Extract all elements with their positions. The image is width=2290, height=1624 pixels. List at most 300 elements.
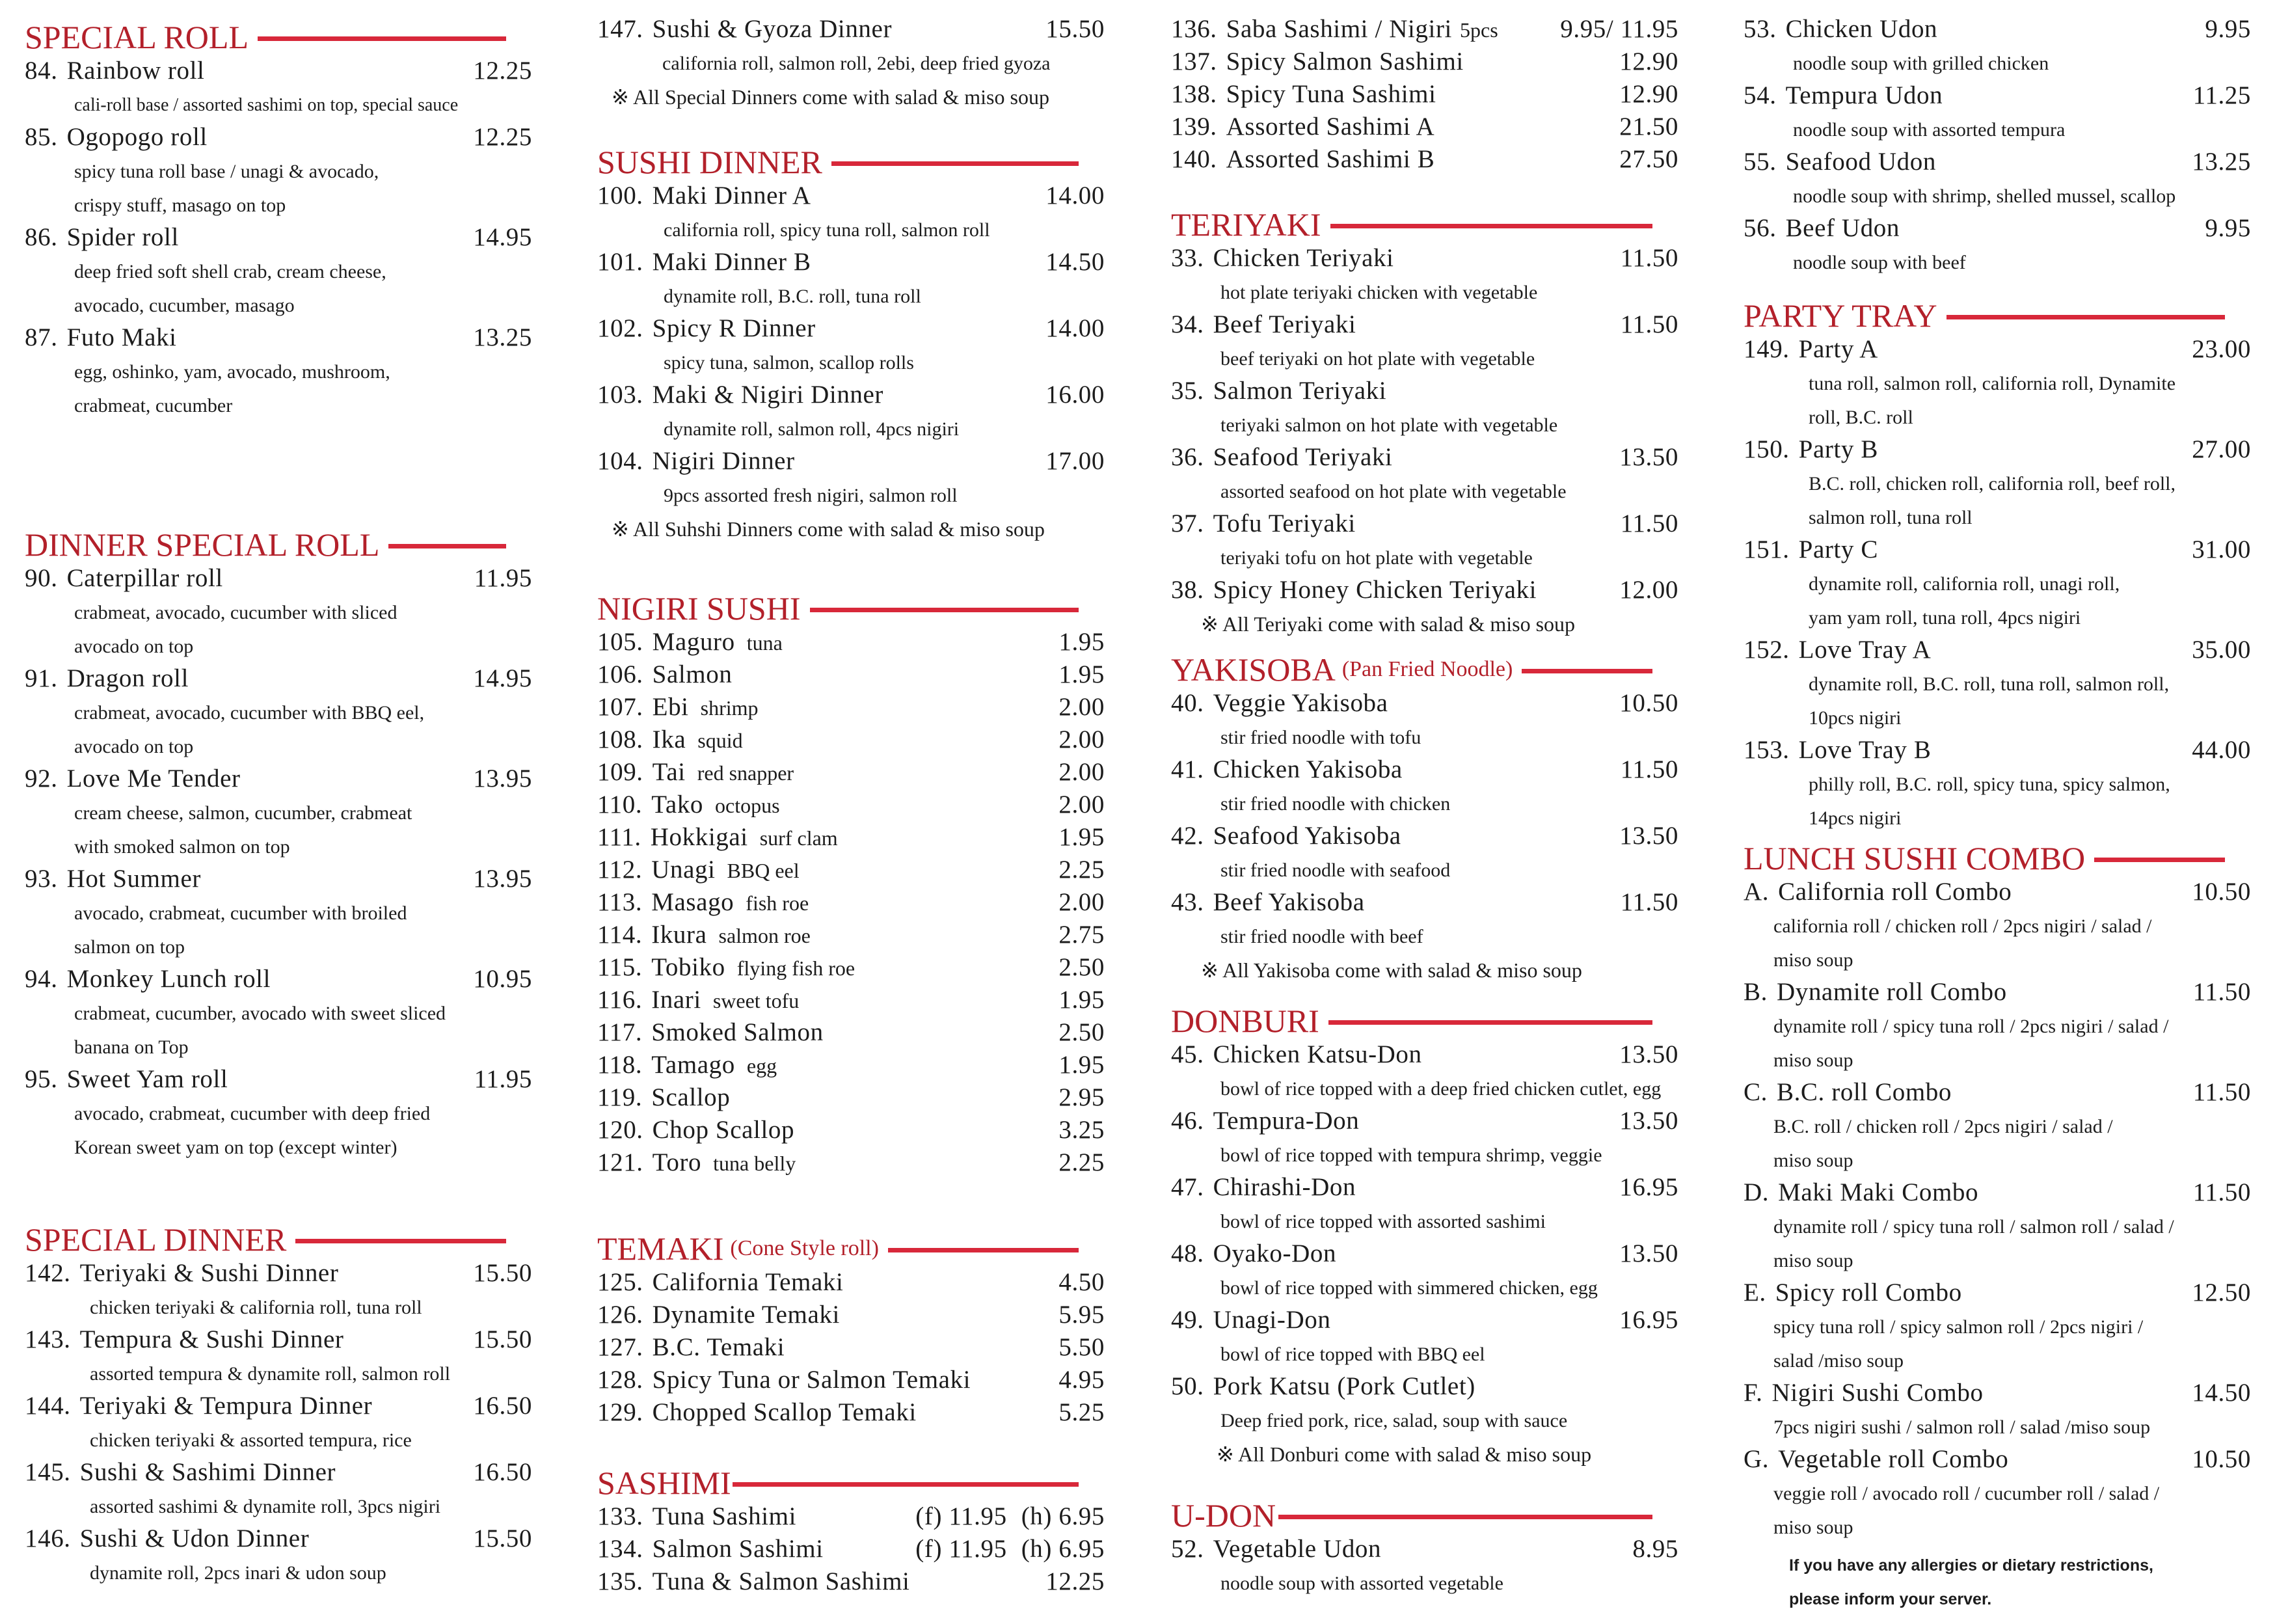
item-name	[643, 1398, 1059, 1427]
section-subtitle: (Cone Style roll)	[730, 1236, 879, 1260]
item-name	[1777, 213, 2205, 243]
item-number: 120.	[597, 1116, 643, 1144]
section-title: DONBURI	[1171, 1003, 1319, 1039]
menu-item	[1744, 213, 2251, 246]
section-title: SASHIMI	[597, 1465, 731, 1501]
item-description: miso soup	[1773, 1517, 1853, 1538]
section-nigiri-sushi	[597, 589, 1105, 1180]
menu-item	[1744, 1077, 2251, 1110]
section-rule	[1946, 315, 2225, 319]
item-number: 142.	[25, 1259, 71, 1287]
item-description: assorted tempura & dynamite roll, salmon roll	[90, 1363, 451, 1385]
section-header	[1171, 1496, 1678, 1534]
item-number: 105.	[597, 628, 643, 656]
menu-item	[25, 223, 532, 255]
item-name	[1204, 755, 1621, 784]
item-description: avocado, crabmeat, cucumber with broiled	[74, 902, 407, 924]
menu-item	[25, 964, 532, 997]
item-number: 138.	[1171, 80, 1217, 108]
item-number: 100.	[597, 182, 643, 210]
item-name-text: Tempura Udon	[1785, 81, 1943, 109]
item-name	[643, 1333, 1059, 1362]
item-number: 139.	[1171, 113, 1217, 141]
menu-item	[597, 181, 1105, 213]
item-name: Tuna & Salmon Sashimi	[652, 1567, 910, 1595]
menu-item	[1744, 1178, 2251, 1210]
item-number: 135.	[597, 1567, 643, 1595]
menu-item	[1744, 635, 2251, 668]
item-description: deep fried soft shell crab, cream cheese,	[74, 261, 386, 282]
item-price: 11.50	[2192, 1078, 2251, 1106]
item-number: 85.	[25, 123, 58, 151]
donburi-list	[1171, 1040, 1678, 1438]
item-price: 15.50	[473, 1259, 532, 1287]
menu-item	[1171, 144, 1678, 177]
menu-item	[1171, 1305, 1678, 1338]
menu-item	[1171, 47, 1678, 79]
item-number: 119.	[597, 1083, 643, 1111]
item-price: 10.50	[1619, 689, 1678, 717]
item-name-text: Chop Scallop	[652, 1116, 795, 1144]
item-description: avocado on top	[74, 636, 194, 657]
item-number: 133.	[597, 1502, 643, 1530]
menu-item	[1171, 112, 1678, 144]
item-name	[643, 1300, 1059, 1329]
menu-item	[1744, 977, 2251, 1010]
item-name-text: California Temaki	[652, 1268, 844, 1296]
section-special-roll	[25, 18, 532, 423]
menu-item	[1744, 435, 2251, 467]
item-name-text: Seafood Teriyaki	[1213, 443, 1393, 471]
item-name-text: Smoked Salmon	[651, 1018, 824, 1046]
item-number: 94.	[25, 965, 58, 993]
item-description: cali-roll base / assorted sashimi on top, special sauce	[74, 95, 459, 115]
menu-item	[597, 660, 1105, 692]
menu-item	[25, 122, 532, 155]
item-name	[1204, 1172, 1620, 1202]
item-price: 10.50	[2192, 1445, 2251, 1473]
item-name-text: Ikura	[651, 921, 707, 949]
item-name: Love Me Tender	[66, 765, 241, 792]
item-description: avocado, cucumber, masago	[74, 295, 295, 316]
item-price: 11.50	[1620, 310, 1678, 338]
item-number: 53.	[1744, 15, 1777, 43]
item-name	[1790, 334, 2192, 364]
menu-item	[1744, 147, 2251, 180]
item-price: 2.25	[1058, 856, 1105, 884]
section-header	[1171, 651, 1678, 688]
menu-item	[597, 627, 1105, 660]
item-name: Dragon roll	[66, 664, 189, 692]
item-price: 11.50	[1620, 755, 1678, 783]
item-price: 4.95	[1058, 1366, 1105, 1394]
item-description: cream cheese, salmon, cucumber, crabmeat	[74, 802, 412, 824]
item-price: 2.75	[1058, 921, 1105, 949]
item-description: crabmeat, cucumber, avocado with sweet sliced	[74, 1003, 446, 1024]
item-price: 12.50	[2192, 1279, 2251, 1306]
item-translation: tuna	[746, 631, 783, 655]
item-number: A.	[1744, 878, 1770, 906]
item-description: dynamite roll, salmon roll, 4pcs nigiri	[664, 418, 960, 440]
item-name-text: Party C	[1798, 535, 1878, 563]
item-name	[1769, 877, 2192, 906]
menu-item	[1744, 1378, 2251, 1411]
item-name: Rainbow roll	[66, 57, 205, 85]
item-description: spicy tuna, salmon, scallop rolls	[664, 352, 914, 373]
price-full: (f) 11.95	[915, 1502, 1007, 1530]
item-name-text: Ika	[652, 725, 686, 753]
menu-item	[25, 563, 532, 596]
item-name	[1204, 1040, 1620, 1069]
item-number: 48.	[1171, 1239, 1204, 1267]
item-name: Spider roll	[66, 223, 179, 251]
menu-item	[25, 764, 532, 796]
item-name	[1204, 575, 1620, 604]
menu-item	[1171, 1106, 1678, 1139]
item-number: 111.	[597, 823, 641, 851]
item-name	[1790, 735, 2192, 765]
section-note: ※ All Suhshi Dinners come with salad & miso soup	[612, 517, 1045, 541]
menu-item	[597, 920, 1105, 953]
item-name-text: Scallop	[651, 1083, 731, 1111]
item-name-text: Spicy roll Combo	[1775, 1279, 1962, 1306]
item-name-text: Tobiko	[651, 953, 725, 981]
item-price: 3.25	[1058, 1116, 1105, 1144]
item-name	[643, 1365, 1059, 1394]
menu-item	[597, 855, 1105, 887]
item-name: Salmon Sashimi	[652, 1535, 824, 1563]
item-price: 13.50	[1619, 443, 1678, 471]
item-name	[642, 1018, 1058, 1047]
item-description: avocado, crabmeat, cucumber with deep fried	[74, 1103, 431, 1124]
item-number: 110.	[597, 791, 643, 819]
item-price: 15.50	[1045, 15, 1105, 43]
item-number: 46.	[1171, 1107, 1204, 1135]
item-number: 43.	[1171, 888, 1204, 916]
item-description: dynamite roll / spicy tuna roll / salmon roll / salad /	[1773, 1216, 2174, 1238]
item-name	[1777, 14, 2205, 44]
item-name-text: Chicken Teriyaki	[1213, 244, 1394, 272]
item-price: 2.00	[1058, 791, 1105, 819]
section-udon	[1171, 1496, 1678, 1601]
item-number: 33.	[1171, 244, 1204, 272]
item-price: 14.00	[1045, 182, 1105, 210]
item-description: dynamite roll, 2pcs inari & udon soup	[90, 1562, 386, 1584]
menu-item	[1744, 877, 2251, 910]
item-description: beef teriyaki on hot plate with vegetable	[1220, 348, 1535, 370]
item-translation: shrimp	[700, 696, 759, 720]
item-description: assorted sashimi & dynamite roll, 3pcs nigiri	[90, 1496, 441, 1517]
item-description: bowl of rice topped with assorted sashimi	[1220, 1211, 1546, 1232]
menu-item	[597, 757, 1105, 790]
item-translation: red snapper	[697, 761, 794, 785]
section-title: SUSHI DINNER	[597, 144, 822, 180]
item-number: 104.	[597, 447, 643, 475]
item-number: 136.	[1171, 15, 1217, 43]
item-number: 34.	[1171, 310, 1204, 338]
menu-item	[1171, 887, 1678, 920]
item-price: 13.95	[473, 865, 532, 893]
menu-item	[1744, 81, 2251, 113]
item-name-text: Party B	[1798, 435, 1878, 463]
menu-item	[1171, 1040, 1678, 1072]
item-portion: 5pcs	[1460, 18, 1498, 42]
item-price: 4.50	[1058, 1268, 1105, 1296]
item-description: dynamite roll, B.C. roll, tuna roll, salmon roll,	[1809, 673, 2170, 695]
item-price: 13.50	[1619, 1040, 1678, 1068]
item-name	[1768, 1077, 2193, 1107]
item-number: 37.	[1171, 509, 1204, 537]
menu-item	[597, 380, 1105, 413]
item-description: dynamite roll, california roll, unagi roll,	[1809, 573, 2120, 595]
item-name	[643, 1148, 1059, 1177]
menu-item	[597, 1567, 1105, 1599]
section-header	[25, 18, 532, 56]
item-name	[1204, 1106, 1620, 1135]
item-number: 91.	[25, 664, 58, 692]
item-translation: sweet tofu	[712, 989, 800, 1012]
item-price: 16.00	[1045, 381, 1105, 409]
item-name-text: California roll Combo	[1778, 878, 2012, 906]
menu-item	[1744, 535, 2251, 567]
menu-item	[597, 692, 1105, 725]
item-number: 127.	[597, 1333, 643, 1361]
item-translation: surf clam	[759, 826, 838, 850]
item-price: 1.95	[1058, 660, 1105, 688]
item-name	[1766, 1278, 2192, 1307]
item-name	[1763, 1378, 2192, 1407]
section-rule	[388, 544, 506, 548]
item-name	[1204, 376, 1678, 405]
menu-item	[25, 1457, 532, 1490]
item-number: 106.	[597, 660, 643, 688]
item-name-text: Inari	[651, 986, 701, 1014]
item-number: 143.	[25, 1325, 71, 1353]
menu-item	[597, 1018, 1105, 1050]
section-header	[597, 589, 1105, 627]
item-price: 1.95	[1058, 986, 1105, 1014]
section-rule	[810, 608, 1079, 612]
section-rule	[1278, 1515, 1652, 1519]
menu-item	[597, 887, 1105, 920]
item-price: 13.25	[473, 323, 532, 351]
item-name	[1204, 310, 1621, 339]
item-price: 15.50	[473, 1524, 532, 1552]
item-number: 47.	[1171, 1173, 1204, 1201]
item-price: 12.25	[473, 123, 532, 151]
item-description: stir fried noodle with beef	[1220, 926, 1423, 947]
section-rule	[888, 1248, 1079, 1252]
item-description: chicken teriyaki & california roll, tuna roll	[90, 1297, 422, 1318]
item-name	[642, 1083, 1058, 1112]
item-price: 27.00	[2192, 435, 2251, 463]
item-number: 92.	[25, 765, 58, 792]
item-name-text: Dynamite Temaki	[652, 1301, 840, 1329]
menu-item	[597, 1398, 1105, 1430]
section-title: LUNCH SUSHI COMBO	[1744, 840, 2086, 876]
menu-item	[1171, 243, 1678, 276]
item-number: 121.	[597, 1148, 643, 1176]
item-price: 14.95	[473, 223, 532, 251]
item-name-text: B.C. Temaki	[652, 1333, 785, 1361]
item-name-text: Toro	[652, 1148, 702, 1176]
item-description: california roll / chicken roll / 2pcs nigiri / salad /	[1773, 915, 2152, 937]
item-name	[643, 1115, 1059, 1144]
item-number: 42.	[1171, 822, 1204, 850]
item-price: 12.25	[473, 57, 532, 85]
item-description: salad /miso soup	[1773, 1350, 1904, 1372]
item-name	[642, 920, 1058, 949]
menu-item	[1171, 14, 1678, 47]
item-number: 128.	[597, 1366, 643, 1394]
item-description: veggie roll / avocado roll / cucumber roll / salad /	[1773, 1483, 2160, 1504]
menu-item	[1171, 310, 1678, 342]
item-description: B.C. roll, chicken roll, california roll, beef roll,	[1809, 473, 2176, 494]
item-name: Sweet Yam roll	[66, 1065, 228, 1093]
item-price: 1.95	[1058, 628, 1105, 656]
item-name	[642, 1050, 1058, 1079]
item-number: 108.	[597, 725, 643, 753]
item-name: Caterpillar roll	[66, 564, 223, 592]
menu-item	[597, 1502, 1105, 1534]
item-name-text: Nigiri Sushi Combo	[1771, 1379, 1984, 1407]
item-price: 14.50	[1045, 248, 1105, 276]
menu-item	[1171, 1172, 1678, 1205]
item-price: 2.50	[1058, 1018, 1105, 1046]
item-number: 101.	[597, 248, 643, 276]
item-name: Spicy Salmon Sashimi	[1226, 47, 1464, 75]
item-translation: fish roe	[746, 891, 809, 915]
menu-item	[597, 314, 1105, 346]
item-description: stir fried noodle with tofu	[1220, 727, 1421, 748]
item-name	[643, 660, 1059, 689]
item-number: 54.	[1744, 81, 1777, 109]
item-price: 9.95	[2205, 214, 2251, 242]
item-name-text: Maki Maki Combo	[1778, 1178, 1979, 1206]
item-name	[1217, 14, 1561, 44]
item-description: bowl of rice topped with tempura shrimp, veggie	[1220, 1144, 1602, 1166]
item-number: 86.	[25, 223, 58, 251]
section-rule	[1328, 1020, 1652, 1025]
menu-item	[597, 790, 1105, 822]
item-name-text: Party A	[1798, 335, 1878, 363]
item-name-text: Vegetable roll Combo	[1778, 1445, 2009, 1473]
menu-item	[597, 446, 1105, 479]
item-number: C.	[1744, 1078, 1768, 1106]
item-number: 149.	[1744, 335, 1790, 363]
item-number: 125.	[597, 1268, 643, 1296]
item-name: Maki Dinner A	[652, 182, 811, 210]
item-description: bowl of rice topped with a deep fried chicken cutlet, egg	[1220, 1078, 1662, 1100]
item-name-text: Hokkigai	[650, 823, 748, 851]
item-price: 11.50	[2192, 978, 2251, 1006]
item-number: 93.	[25, 865, 58, 893]
menu-item	[25, 1064, 532, 1097]
item-description: noodle soup with shrimp, shelled mussel, scallop	[1793, 185, 2176, 207]
section-note: ※ All Teriyaki come with salad & miso soup	[1201, 612, 1576, 636]
item-price: 11.25	[2192, 81, 2251, 109]
item-number: 107.	[597, 693, 643, 721]
menu-item	[1744, 334, 2251, 367]
item-price: 13.50	[1619, 1107, 1678, 1135]
item-name-text: Tofu Teriyaki	[1213, 509, 1356, 537]
item-description: crispy stuff, masago on top	[74, 195, 286, 216]
item-name	[643, 1267, 1059, 1297]
item-description: 14pcs nigiri	[1809, 807, 1902, 829]
item-name	[643, 692, 1059, 722]
item-name-text: Chicken Yakisoba	[1213, 755, 1403, 783]
item-description: crabmeat, avocado, cucumber with sliced	[74, 602, 397, 623]
item-name: Assorted Sashimi B	[1226, 145, 1435, 173]
item-number: E.	[1744, 1279, 1766, 1306]
item-name-text: Tempura-Don	[1213, 1107, 1360, 1135]
item-description: philly roll, B.C. roll, spicy tuna, spicy salmon,	[1809, 774, 2170, 795]
section-header	[25, 526, 532, 563]
section-header	[597, 1464, 1105, 1502]
item-name	[643, 627, 1059, 656]
section-note: ※ All Special Dinners come with salad & miso soup	[612, 85, 1049, 109]
item-number: B.	[1744, 978, 1768, 1006]
item-number: 109.	[597, 758, 643, 786]
item-name-text: Ebi	[652, 693, 689, 721]
item-number: F.	[1744, 1379, 1763, 1407]
section-title: PARTY TRAY	[1744, 297, 1937, 334]
section-title: TEMAKI	[597, 1230, 724, 1267]
item-name-text: Chopped Scallop Temaki	[652, 1398, 917, 1426]
item-description: B.C. roll / chicken roll / 2pcs nigiri / salad /	[1773, 1116, 2113, 1137]
item-number: 113.	[597, 888, 643, 916]
item-number: 115.	[597, 953, 643, 981]
item-price: 16.95	[1619, 1306, 1678, 1334]
section-header	[597, 1230, 1105, 1267]
item-price: 9.95	[2205, 15, 2251, 43]
item-name	[1204, 509, 1621, 538]
item-description: dynamite roll, B.C. roll, tuna roll	[664, 286, 921, 307]
item-price: 13.95	[473, 765, 532, 792]
item-name-text: Veggie Yakisoba	[1213, 689, 1388, 717]
item-price: 35.00	[2192, 636, 2251, 664]
item-name-text: Love Tray A	[1798, 636, 1932, 664]
item-description: stir fried noodle with seafood	[1220, 859, 1451, 881]
section-subtitle: (Pan Fried Noodle)	[1341, 657, 1513, 681]
udon-list	[1744, 14, 2251, 280]
menu-item	[25, 1391, 532, 1424]
item-number: 55.	[1744, 148, 1777, 176]
item-description: miso soup	[1773, 1049, 1853, 1071]
menu-item	[1171, 1372, 1678, 1404]
item-name-text: Unagi-Don	[1213, 1306, 1331, 1334]
item-description: california roll, spicy tuna roll, salmon roll	[664, 219, 990, 241]
item-price: 14.50	[2192, 1379, 2251, 1407]
item-name: Ogopogo roll	[66, 123, 208, 151]
item-price: 16.95	[1619, 1173, 1678, 1201]
section-special-dinner	[25, 1221, 532, 1590]
item-name	[642, 953, 1058, 982]
menu-item	[25, 1258, 532, 1291]
menu-item	[1171, 755, 1678, 787]
item-description: chicken teriyaki & assorted tempura, rice	[90, 1429, 412, 1451]
item-price: 2.25	[1058, 1148, 1105, 1176]
menu-item	[1171, 821, 1678, 854]
item-number: 49.	[1171, 1306, 1204, 1334]
item-number: G.	[1744, 1445, 1770, 1473]
item-description: noodle soup with beef	[1793, 252, 1966, 273]
item-description: teriyaki tofu on hot plate with vegetable	[1220, 547, 1533, 569]
section-rule	[733, 1482, 1079, 1487]
item-description: roll, B.C. roll	[1809, 407, 1913, 428]
item-price: 5.25	[1058, 1398, 1105, 1426]
menu-item	[597, 1050, 1105, 1083]
